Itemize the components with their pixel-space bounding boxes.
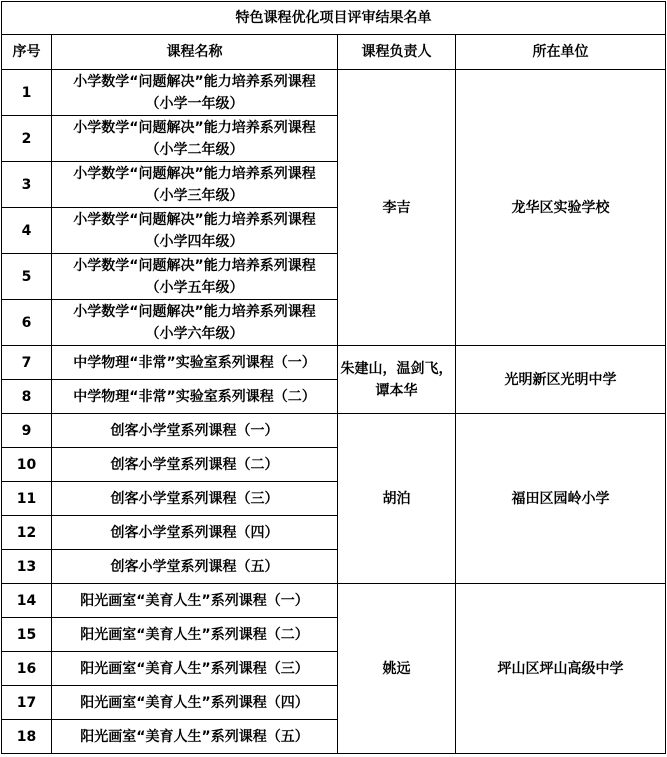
course-cell: 阳光画室“美育人生”系列课程（三）	[52, 652, 338, 686]
table-row	[2, 346, 666, 380]
header-unit: 所在单位	[456, 35, 666, 70]
seq-cell: 6	[2, 300, 52, 346]
seq-cell: 5	[2, 254, 52, 300]
course-grade-line: （小学五年级）	[145, 279, 244, 296]
owner-cell: 姚远	[338, 584, 456, 754]
course-cell: 阳光画室“美育人生”系列课程（四）	[52, 686, 338, 720]
header-owner: 课程负责人	[338, 35, 456, 70]
seq-cell: 14	[2, 584, 52, 618]
course-grade-line: （小学一年级）	[145, 95, 244, 112]
course-grade-line: （小学二年级）	[145, 141, 244, 158]
table-row	[2, 70, 666, 116]
owner-cell: 胡泊	[338, 414, 456, 584]
course-cell	[52, 116, 338, 162]
header-seq: 序号	[2, 35, 52, 70]
table-row	[2, 584, 666, 618]
seq-cell: 8	[2, 380, 52, 414]
course-cell: 中学物理“非常”实验室系列课程（二）	[52, 380, 338, 414]
seq-cell: 16	[2, 652, 52, 686]
course-cell	[52, 300, 338, 346]
unit-cell: 光明新区光明中学	[456, 346, 666, 414]
course-cell	[52, 162, 338, 208]
course-cell	[52, 208, 338, 254]
results-table	[1, 1, 666, 754]
course-cell: 阳光画室“美育人生”系列课程（五）	[52, 720, 338, 754]
course-grade-line: （小学四年级）	[145, 233, 244, 250]
course-cell	[52, 70, 338, 116]
owner-cell: 李吉	[338, 70, 456, 346]
seq-cell: 2	[2, 116, 52, 162]
course-cell: 阳光画室“美育人生”系列课程（二）	[52, 618, 338, 652]
seq-cell: 17	[2, 686, 52, 720]
seq-cell: 11	[2, 482, 52, 516]
seq-cell: 10	[2, 448, 52, 482]
course-name-line: 小学数学“问题解决”能力培养系列课程	[73, 165, 316, 182]
unit-cell: 坪山区坪山高级中学	[456, 584, 666, 754]
owner-cell: 朱建山，温剑飞，谭本华	[338, 346, 456, 414]
course-cell	[52, 254, 338, 300]
header-row	[2, 35, 666, 70]
header-course: 课程名称	[52, 35, 338, 70]
course-name-line: 小学数学“问题解决”能力培养系列课程	[73, 303, 316, 320]
course-cell: 创客小学堂系列课程（一）	[52, 414, 338, 448]
table-title: 特色课程优化项目评审结果名单	[2, 2, 666, 35]
unit-cell: 龙华区实验学校	[456, 70, 666, 346]
course-cell: 中学物理“非常”实验室系列课程（一）	[52, 346, 338, 380]
course-grade-line: （小学三年级）	[145, 187, 244, 204]
course-name-line: 小学数学“问题解决”能力培养系列课程	[73, 73, 316, 90]
course-name-line: 小学数学“问题解决”能力培养系列课程	[73, 257, 316, 274]
seq-cell: 15	[2, 618, 52, 652]
seq-cell: 13	[2, 550, 52, 584]
seq-cell: 12	[2, 516, 52, 550]
course-cell: 阳光画室“美育人生”系列课程（一）	[52, 584, 338, 618]
seq-cell: 18	[2, 720, 52, 754]
course-cell: 创客小学堂系列课程（四）	[52, 516, 338, 550]
table-row	[2, 414, 666, 448]
unit-cell: 福田区园岭小学	[456, 414, 666, 584]
course-name-line: 小学数学“问题解决”能力培养系列课程	[73, 119, 316, 136]
seq-cell: 3	[2, 162, 52, 208]
course-name-line: 小学数学“问题解决”能力培养系列课程	[73, 211, 316, 228]
course-grade-line: （小学六年级）	[145, 325, 244, 342]
course-cell: 创客小学堂系列课程（二）	[52, 448, 338, 482]
course-cell: 创客小学堂系列课程（三）	[52, 482, 338, 516]
seq-cell: 1	[2, 70, 52, 116]
title-row	[2, 2, 666, 35]
course-cell: 创客小学堂系列课程（五）	[52, 550, 338, 584]
seq-cell: 4	[2, 208, 52, 254]
seq-cell: 7	[2, 346, 52, 380]
seq-cell: 9	[2, 414, 52, 448]
